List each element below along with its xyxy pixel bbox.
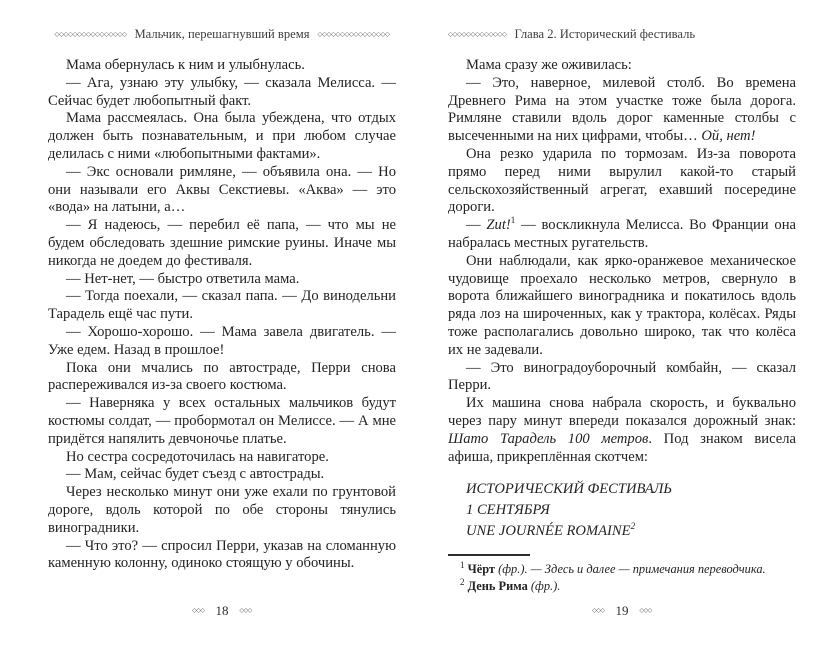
text-run: (фр.). — Здесь и далее — примечания переводчика. bbox=[498, 562, 766, 577]
text-run: — Мам, сейчас будет съезд с автострады. bbox=[66, 466, 325, 483]
text-run: Ой, нет! bbox=[701, 128, 756, 145]
chain-ornament: ◇◇◇◇◇◇◇◇◇◇◇◇◇ bbox=[448, 30, 507, 38]
text-run: — Это виноградоуборочный комбайн, — сказал Перри. bbox=[448, 359, 796, 394]
paragraph bbox=[48, 75, 396, 111]
paragraph bbox=[48, 57, 396, 75]
chain-ornament: ◇◇◇ bbox=[192, 608, 205, 615]
paragraph bbox=[48, 449, 396, 467]
paragraph bbox=[448, 146, 796, 217]
text-run: — Наверняка у всех остальных мальчиков будут костюмы солдат, — пробормотал он Мелиссе. — А мне придётся напялить девчоночье платье. bbox=[48, 395, 396, 447]
paragraph bbox=[448, 360, 796, 396]
text-run: 1 СЕНТЯБРЯ bbox=[466, 502, 550, 519]
right-running-head-title: Глава 2. Исторический фестиваль bbox=[514, 27, 696, 42]
text-run: — bbox=[466, 217, 487, 234]
footnote-2 bbox=[448, 578, 796, 595]
right-page-footer bbox=[448, 602, 796, 620]
paragraph bbox=[48, 110, 396, 163]
footnote-1 bbox=[448, 561, 796, 578]
text-run: . Под знаком висела афиша, прикреплённая скотчем: bbox=[448, 430, 797, 465]
paragraph bbox=[48, 288, 396, 324]
footnote-marker: 1 bbox=[510, 215, 516, 226]
text-run: Их машина снова набрала скорость, и буквально через пару минут впереди показался дорожный знак: bbox=[448, 395, 796, 429]
paragraph bbox=[448, 217, 796, 253]
paragraph bbox=[448, 395, 796, 466]
left-page bbox=[48, 26, 396, 632]
footnote-separator bbox=[448, 554, 530, 556]
paragraph bbox=[48, 217, 396, 270]
paragraph bbox=[448, 75, 796, 146]
left-running-head-title: Мальчик, перешагнувший время bbox=[134, 27, 310, 42]
chain-ornament: ◇◇◇ bbox=[592, 608, 605, 615]
text-run: — Нет-нет, — быстро ответила мама. bbox=[66, 270, 300, 287]
text-run: UNE JOURNÉE ROMAINE bbox=[466, 523, 631, 540]
paragraph bbox=[48, 271, 396, 289]
paragraph bbox=[448, 253, 796, 360]
text-run: — Что это? — спросил Перри, указав на сломанную каменную колонну, одиноко стоящую у обочины. bbox=[48, 537, 396, 572]
text-run: Но сестра сосредоточилась на навигаторе. bbox=[66, 448, 329, 465]
paragraph bbox=[48, 164, 396, 217]
text-run: Пока они мчались по автостраде, Перри снова распереживался из-за своего костюма. bbox=[48, 359, 396, 394]
text-run: ИСТОРИЧЕСКИЙ ФЕСТИВАЛЬ bbox=[466, 481, 673, 498]
left-page-number: 18 bbox=[215, 603, 229, 619]
right-running-head bbox=[448, 26, 796, 44]
paragraph bbox=[448, 57, 796, 75]
footnote-marker: 1 bbox=[460, 560, 465, 571]
text-run: День Рима bbox=[464, 578, 531, 593]
text-run: Чёрт bbox=[464, 562, 499, 577]
chain-ornament: ◇◇◇◇◇◇◇◇◇◇◇◇◇◇◇◇ bbox=[54, 30, 127, 38]
paragraph bbox=[48, 466, 396, 484]
paragraph bbox=[48, 484, 396, 537]
paragraph bbox=[48, 324, 396, 360]
footnote-marker: 2 bbox=[630, 521, 636, 532]
text-run: — Тогда поехали, — сказал папа. — До винодельни Тарадель ещё час пути. bbox=[48, 288, 396, 323]
text-run: Мама сразу же оживилась: bbox=[466, 57, 632, 73]
text-run: — Хорошо-хорошо. — Мама завела двигатель. — Уже едем. Назад в прошлое! bbox=[48, 323, 396, 358]
right-page-number: 19 bbox=[615, 603, 629, 619]
text-run: Она резко ударила по тормозам. Из-за поворота прямо перед ними вырулил какой-то старый сельскохозяйственный агрегат, ехавший посередине дороги. bbox=[448, 145, 796, 216]
text-run: — воскликнула Мелисса. Во Франции она набралась местных ругательств. bbox=[448, 217, 796, 251]
text-run: — Я надеюсь, — перебил её папа, — что мы не будем обследовать здешние римские руины. Иначе мы никогда не доедем до фестиваля. bbox=[48, 217, 396, 269]
poster-line bbox=[448, 500, 796, 521]
chain-ornament: ◇◇◇◇◇◇◇◇◇◇◇◇◇◇◇◇ bbox=[317, 30, 390, 38]
left-page-body bbox=[48, 57, 396, 573]
left-page-footer bbox=[48, 602, 396, 620]
text-run: Они наблюдали, как ярко-оранжевое механическое чудовище проехало несколько метров, свернуло в ворота ближайшего виноградника и покатилось вдоль ряда лоз на широченных, как у трактора, колёсах. Ряды тоже располагались довольно широко, так что колёса их не задевали. bbox=[448, 252, 796, 358]
poster-line bbox=[448, 521, 796, 542]
text-run: — Ага, узнаю эту улыбку, — сказала Мелисса. — Сейчас будет любопытный факт. bbox=[48, 74, 396, 109]
paragraph bbox=[48, 395, 396, 448]
text-run: Мама рассмеялась. Она была убеждена, что отдых должен быть познавательным, и при любом случае делилась с ними «любопытными фактами». bbox=[48, 110, 396, 162]
text-run: — Это, наверное, милевой столб. Во времена Древнего Рима на этом участке тоже была дорога. Римляне ставили вдоль дорог каменные столбы с высеченными на них цифрами, чтобы… bbox=[448, 74, 796, 145]
text-run: Zut! bbox=[486, 217, 511, 234]
text-run: (фр.). bbox=[530, 578, 561, 593]
text-run: Шато Тарадель 100 метров bbox=[448, 430, 649, 447]
left-running-head bbox=[48, 26, 396, 44]
footnote-marker: 2 bbox=[460, 576, 465, 587]
chain-ornament: ◇◇◇ bbox=[639, 608, 652, 615]
poster-line bbox=[448, 479, 796, 500]
text-run: — Экс основали римляне, — объявила она. — Но они называли его Аквы Секстиевы. «Аква» — это «вода» на латыни, а… bbox=[48, 163, 396, 216]
chain-ornament: ◇◇◇ bbox=[239, 608, 252, 615]
right-page bbox=[448, 26, 796, 632]
paragraph bbox=[48, 538, 396, 574]
text-run: Мама обернулась к ним и улыбнулась. bbox=[66, 57, 305, 73]
paragraph bbox=[48, 360, 396, 396]
right-page-body bbox=[448, 57, 796, 595]
text-run: Через несколько минут они уже ехали по грунтовой дороге, вдоль которой по обе стороны тянулись виноградники. bbox=[48, 484, 396, 536]
